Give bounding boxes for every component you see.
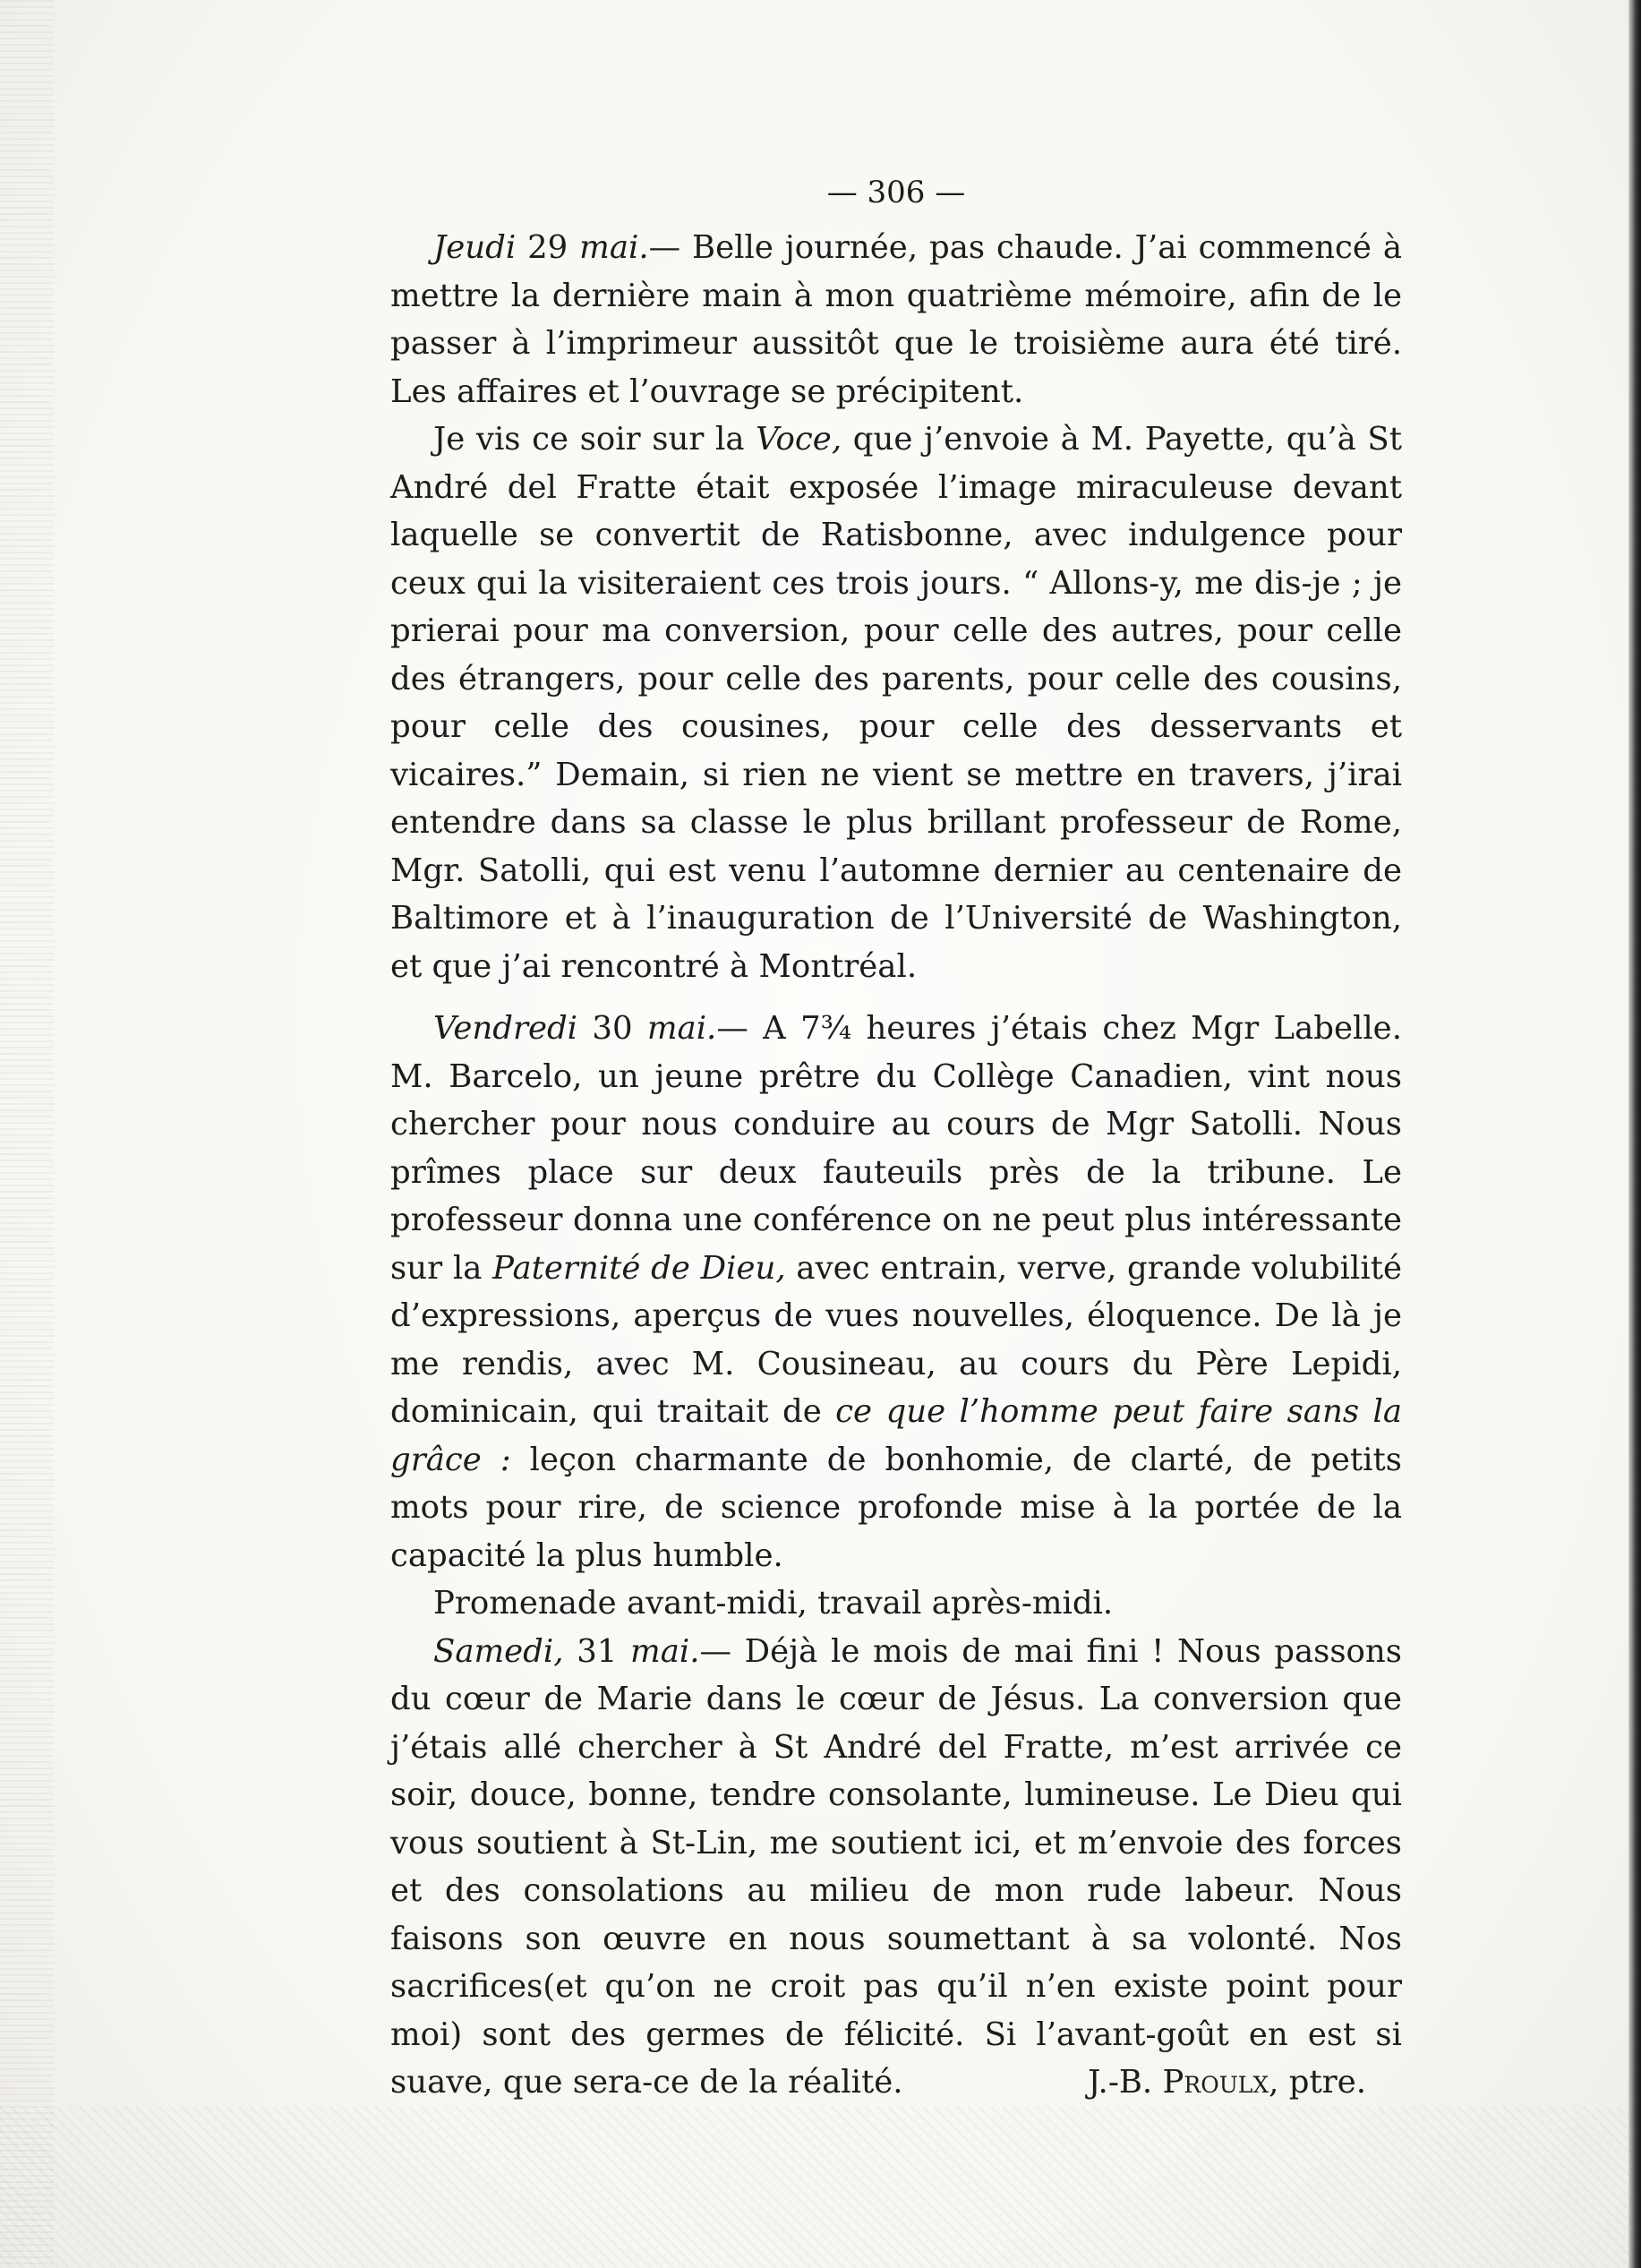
entry-body: — A 7¾ heures j’étais chez Mgr Labelle. M. Barcelo, un jeune prêtre du Collège Canadien, vint nous chercher pour nous conduire au cours de Mgr Satolli. Nous prîmes place sur deux fauteuils près de la tribune. Le professeur donna une conférence on ne peut plus intéressante sur la bbox=[390, 1010, 1402, 1287]
entry-jeudi bbox=[390, 224, 1402, 415]
entry-day: Samedi, bbox=[433, 1632, 564, 1670]
paragraph-promenade bbox=[390, 1579, 1402, 1628]
entry-day: Jeudi bbox=[433, 229, 517, 266]
paragraph-voce bbox=[390, 415, 1402, 990]
paragraph-text: que j’envoie à M. Payette, qu’à St André del Fratte était exposée l’image miraculeuse devant laquelle se convertit de Ratisbonne, avec indulgence pour ceux qui la visiteraient ces trois jours. “ Allons-y, me dis-je ; je prierai pour ma conversion, pour celle des autres, pour celle des étrangers, pour celle des parents, pour celle des cousins, pour celle des cousines, pour celle des desservants et vicaires.” Demain, si rien ne vient se mettre en travers, j’irai entendre dans sa classe le plus brillant professeur de Rome, Mgr. Satolli, qui est venu l’automne dernier au centenaire de Baltimore et à l’inauguration de l’Université de Washington, et que j’ai rencontré à Montréal. bbox=[390, 421, 1403, 985]
page-number: — 306 — bbox=[826, 175, 966, 210]
entry-samedi bbox=[390, 1628, 1402, 2107]
entry-day: Vendredi bbox=[433, 1010, 578, 1047]
entry-body: — Déjà le mois de mai fini ! Nous passons du cœur de Marie dans le cœur de Jésus. La conversion que j’étais allé chercher à St André del Fratte, m’est arrivée ce soir, douce, bonne, tendre consolante, lumineuse. Le Dieu qui vous soutient à St-Lin, me soutient ici, et m’envoie des forces et des consolations au milieu de mon rude labeur. Nous faisons son œuvre en nous soumettant à sa volonté. Nos sacrifices(et qu’on ne croit pas qu’il n’en existe point pour moi) sont des germes de félicité. Si l’avant-goût en est si suave, que sera-ce de la réalité. bbox=[390, 1632, 1403, 2101]
signature-title: , ptre. bbox=[1269, 2064, 1366, 2101]
entry-day-number: 30 bbox=[577, 1010, 647, 1047]
entry-body: — Belle journée, pas chaude. J’ai commencé à mettre la dernière main à mon quatrième mémoire, afin de le passer à l’imprimeur aussitôt que le troisième aura été tiré. Les affaires et l’ouvrage se précipitent. bbox=[390, 229, 1403, 410]
entry-month: mai. bbox=[646, 1010, 717, 1047]
newspaper-title: Voce, bbox=[756, 421, 842, 458]
left-margin-speckle bbox=[0, 0, 54, 2268]
author-signature bbox=[1045, 2058, 1366, 2107]
paragraph-text: Promenade avant-midi, travail après-midi. bbox=[433, 1585, 1114, 1622]
entry-month: mai. bbox=[579, 229, 649, 266]
signature-surname: Proulx bbox=[1162, 2064, 1269, 2101]
lecture-subject: ce que l’homme peut faire sans la grâce : bbox=[390, 1393, 1403, 1478]
bottom-margin-speckle bbox=[0, 2107, 1641, 2268]
paragraph-text: Je vis ce soir sur la bbox=[433, 421, 756, 458]
entry-body: leçon charmante de bonhomie, de clarté, de petits mots pour rire, de science profonde mise à la portée de la capacité la plus humble. bbox=[390, 1441, 1402, 1574]
signature-initials: J.-B. bbox=[1088, 2064, 1163, 2101]
entry-day-number: 29 bbox=[516, 229, 580, 266]
page-binding-edge bbox=[1628, 0, 1641, 2268]
entry-body: avec entrain, verve, grande volubilité d’expressions, aperçus de vues nouvelles, éloquence. De là je me rendis, avec M. Cousineau, au cours du Père Lepidi, dominicain, qui traitait de bbox=[390, 1249, 1403, 1430]
entry-vendredi bbox=[390, 1005, 1402, 1579]
entry-month: mai. bbox=[630, 1632, 700, 1670]
page-text bbox=[390, 170, 1402, 2107]
lecture-title: Paternité de Dieu, bbox=[492, 1249, 786, 1287]
entry-day-number: 31 bbox=[563, 1632, 631, 1670]
